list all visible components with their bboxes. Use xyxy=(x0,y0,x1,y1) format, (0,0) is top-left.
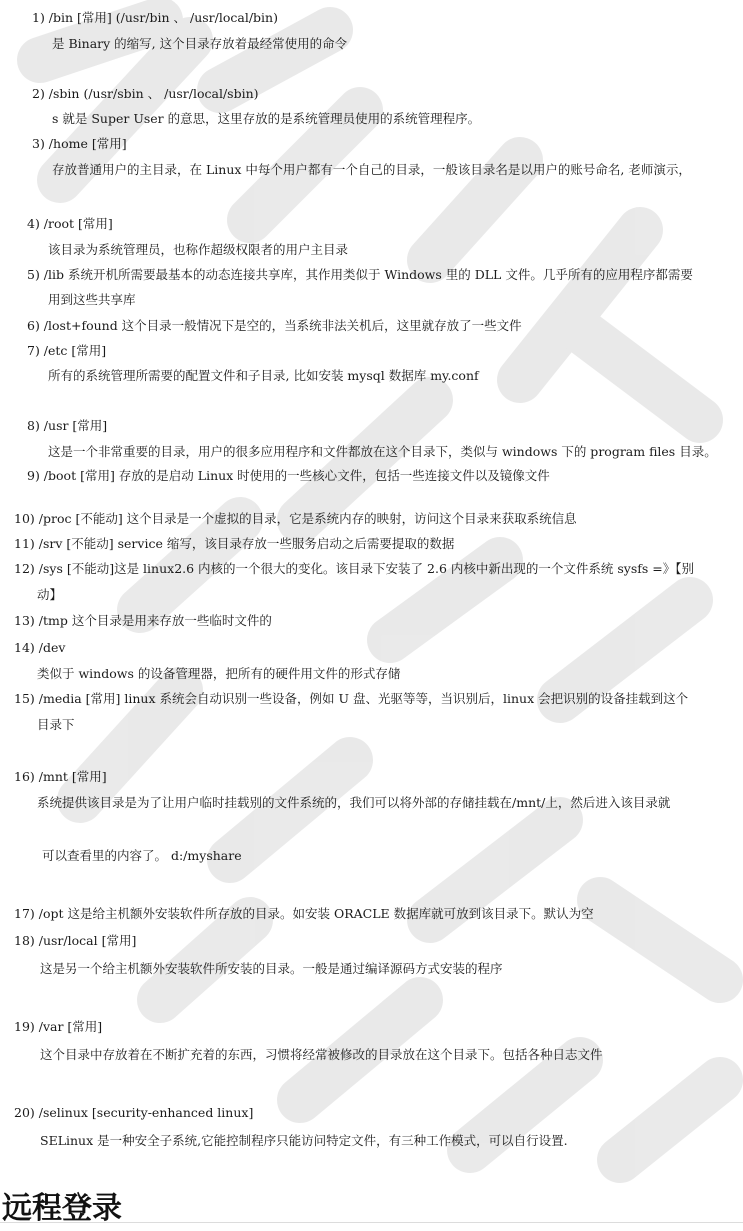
item-18-desc: 这是另一个给主机额外安装软件所安装的目录。一般是通过编译源码方式安装的程序 xyxy=(40,961,503,976)
item-3-title: 3) /home [常用] xyxy=(32,136,127,151)
item-17-title: 17) /opt 这是给主机额外安装软件所存放的目录。如安装 ORACLE 数据库就可放到该目录下。默认为空 xyxy=(14,906,594,921)
item-15-title: 15) /media [常用] linux 系统会自动识别一些设备，例如 U 盘、光驱等等，当识别后，linux 会把识别的设备挂载到这个 xyxy=(14,691,689,706)
item-5-title: 5) /lib 系统开机所需要最基本的动态连接共享库，其作用类似于 Windows 里的 DLL 文件。几乎所有的应用程序都需要 xyxy=(27,267,693,282)
item-5-desc: 用到这些共享库 xyxy=(48,292,136,307)
item-4-desc: 该目录为系统管理员，也称作超级权限者的用户主目录 xyxy=(48,242,349,257)
item-4-title: 4) /root [常用] xyxy=(27,216,113,231)
item-2-desc: s 就是 Super User 的意思，这里存放的是系统管理员使用的系统管理程序。 xyxy=(52,111,481,126)
item-16-title: 16) /mnt [常用] xyxy=(14,769,107,784)
section-heading: 远程登录 xyxy=(2,1191,122,1226)
item-1-title: 1) /bin [常用] (/usr/bin 、 /usr/local/bin) xyxy=(32,10,278,25)
item-18-title: 18) /usr/local [常用] xyxy=(14,933,137,948)
item-6-title: 6) /lost+found 这个目录一般情况下是空的，当系统非法关机后，这里就存放了一些文件 xyxy=(27,318,522,333)
item-3-desc: 存放普通用户的主目录，在 Linux 中每个用户都有一个自己的目录，一般该目录名是以用户的账号命名, 老师演示， xyxy=(52,162,691,177)
item-8-title: 8) /usr [常用] xyxy=(27,418,108,433)
item-8-desc: 这是一个非常重要的目录，用户的很多应用程序和文件都放在这个目录下，类似与 windows 下的 program files 目录。 xyxy=(48,444,717,459)
item-9-title: 9) /boot [常用] 存放的是启动 Linux 时使用的一些核心文件，包括一些连接文件以及镜像文件 xyxy=(27,468,550,483)
item-13-title: 13) /tmp 这个目录是用来存放一些临时文件的 xyxy=(14,613,272,628)
item-16-desc-1: 系统提供该目录是为了让用户临时挂载别的文件系统的，我们可以将外部的存储挂载在/mnt/上，然后进入该目录就 xyxy=(37,795,671,810)
item-19-desc: 这个目录中存放着在不断扩充着的东西，习惯将经常被修改的目录放在这个目录下。包括各种日志文件 xyxy=(40,1047,603,1062)
item-7-title: 7) /etc [常用] xyxy=(27,343,107,358)
item-2-title: 2) /sbin (/usr/sbin 、 /usr/local/sbin) xyxy=(32,86,259,101)
item-19-title: 19) /var [常用] xyxy=(14,1019,103,1034)
item-1-desc: 是 Binary 的缩写, 这个目录存放着最经常使用的命令 xyxy=(52,36,348,51)
item-12-desc: 动】 xyxy=(37,587,63,602)
item-14-title: 14) /dev xyxy=(14,640,66,655)
item-11-title: 11) /srv [不能动] service 缩写，该目录存放一些服务启动之后需要提取的数据 xyxy=(14,536,455,551)
item-15-desc: 目录下 xyxy=(37,717,75,732)
item-20-title: 20) /selinux [security-enhanced linux] xyxy=(14,1105,254,1120)
item-16-desc-2: 可以查看里的内容了。 d:/myshare xyxy=(42,848,242,863)
item-7-desc: 所有的系统管理所需要的配置文件和子目录, 比如安装 mysql 数据库 my.conf xyxy=(48,368,479,383)
item-20-desc: SELinux 是一种安全子系统,它能控制程序只能访问特定文件，有三种工作模式，可以自行设置. xyxy=(40,1133,568,1148)
item-10-title: 10) /proc [不能动] 这个目录是一个虚拟的目录，它是系统内存的映射，访问这个目录来获取系统信息 xyxy=(14,511,577,526)
item-14-desc: 类似于 windows 的设备管理器，把所有的硬件用文件的形式存储 xyxy=(37,666,401,681)
item-12-title: 12) /sys [不能动]这是 linux2.6 内核的一个很大的变化。该目录下安装了 2.6 内核中新出现的一个文件系统 sysfs =》【别 xyxy=(14,561,694,576)
